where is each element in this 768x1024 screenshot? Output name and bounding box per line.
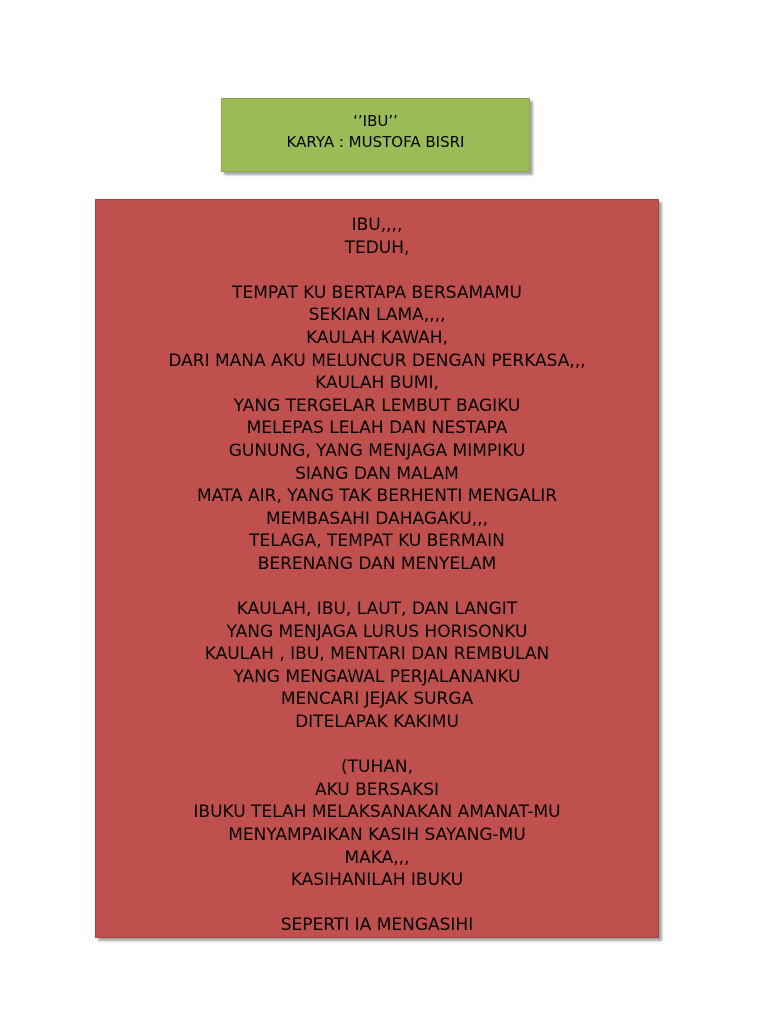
- poem-line: YANG MENGAWAL PERJALANANKU: [233, 666, 521, 687]
- stanza-break: [96, 259, 658, 282]
- poem-line: YANG MENJAGA LURUS HORISONKU: [226, 621, 528, 642]
- poem-line: DARI MANA AKU MELUNCUR DENGAN PERKASA,,,: [168, 350, 586, 371]
- poem-line: TEDUH,: [344, 237, 410, 258]
- poem-line: TEMPAT KU BERTAPA BERSAMAMU: [232, 282, 522, 303]
- poem-line: KASIHANILAH IBUKU: [290, 870, 464, 891]
- poem-line: IBU,,,,: [351, 215, 403, 235]
- poem-line: MAKA,,,: [344, 847, 410, 868]
- poem-box: [95, 199, 659, 938]
- poem-line: MEMBASAHI DAHAGAKU,,,: [266, 508, 488, 529]
- poem-line: MELEPAS LELAH DAN NESTAPA: [246, 418, 508, 439]
- poem-title: ‘’IBU’’: [353, 112, 398, 130]
- poem-line: TELAGA, TEMPAT KU BERMAIN: [249, 531, 505, 552]
- poem-line: SEKIAN LAMA,,,,: [308, 305, 446, 326]
- poem-line: AKU BERSAKSI: [314, 779, 440, 800]
- poem-line: MENCARI JEJAK SURGA: [280, 689, 474, 710]
- poem-line: KAULAH KAWAH,: [306, 327, 448, 348]
- poem-line: MENYAMPAIKAN KASIH SAYANG-MU: [228, 825, 526, 846]
- poem-author: KARYA : MUSTOFA BISRI: [286, 133, 465, 151]
- stanza-break: [96, 576, 658, 599]
- poem-line: KAULAH , IBU, MENTARI DAN REMBULAN: [204, 644, 550, 665]
- poem-line: (TUHAN,: [341, 757, 413, 778]
- poem-line: KAULAH, IBU, LAUT, DAN LANGIT: [236, 599, 518, 620]
- poem-line: SIANG DAN MALAM: [295, 463, 459, 484]
- poem-text: [96, 214, 658, 937]
- poem-line: BERENANG DAN MENYELAM: [257, 553, 497, 574]
- stanza-break: [96, 892, 658, 915]
- title-box: [221, 98, 530, 172]
- stanza-break: [96, 734, 658, 757]
- poem-line: KAULAH BUMI,: [315, 373, 439, 394]
- poem-line: MATA AIR, YANG TAK BERHENTI MENGALIR: [196, 486, 558, 507]
- poem-line: SEPERTI IA MENGASIHI: [280, 915, 474, 936]
- poem-line: YANG TERGELAR LEMBUT BAGIKU: [233, 395, 521, 416]
- poem-line: GUNUNG, YANG MENJAGA MIMPIKU: [228, 440, 526, 461]
- poem-line: IBUKU TELAH MELAKSANAKAN AMANAT-MU: [193, 802, 561, 823]
- poem-line: DITELAPAK KAKIMU: [295, 712, 459, 733]
